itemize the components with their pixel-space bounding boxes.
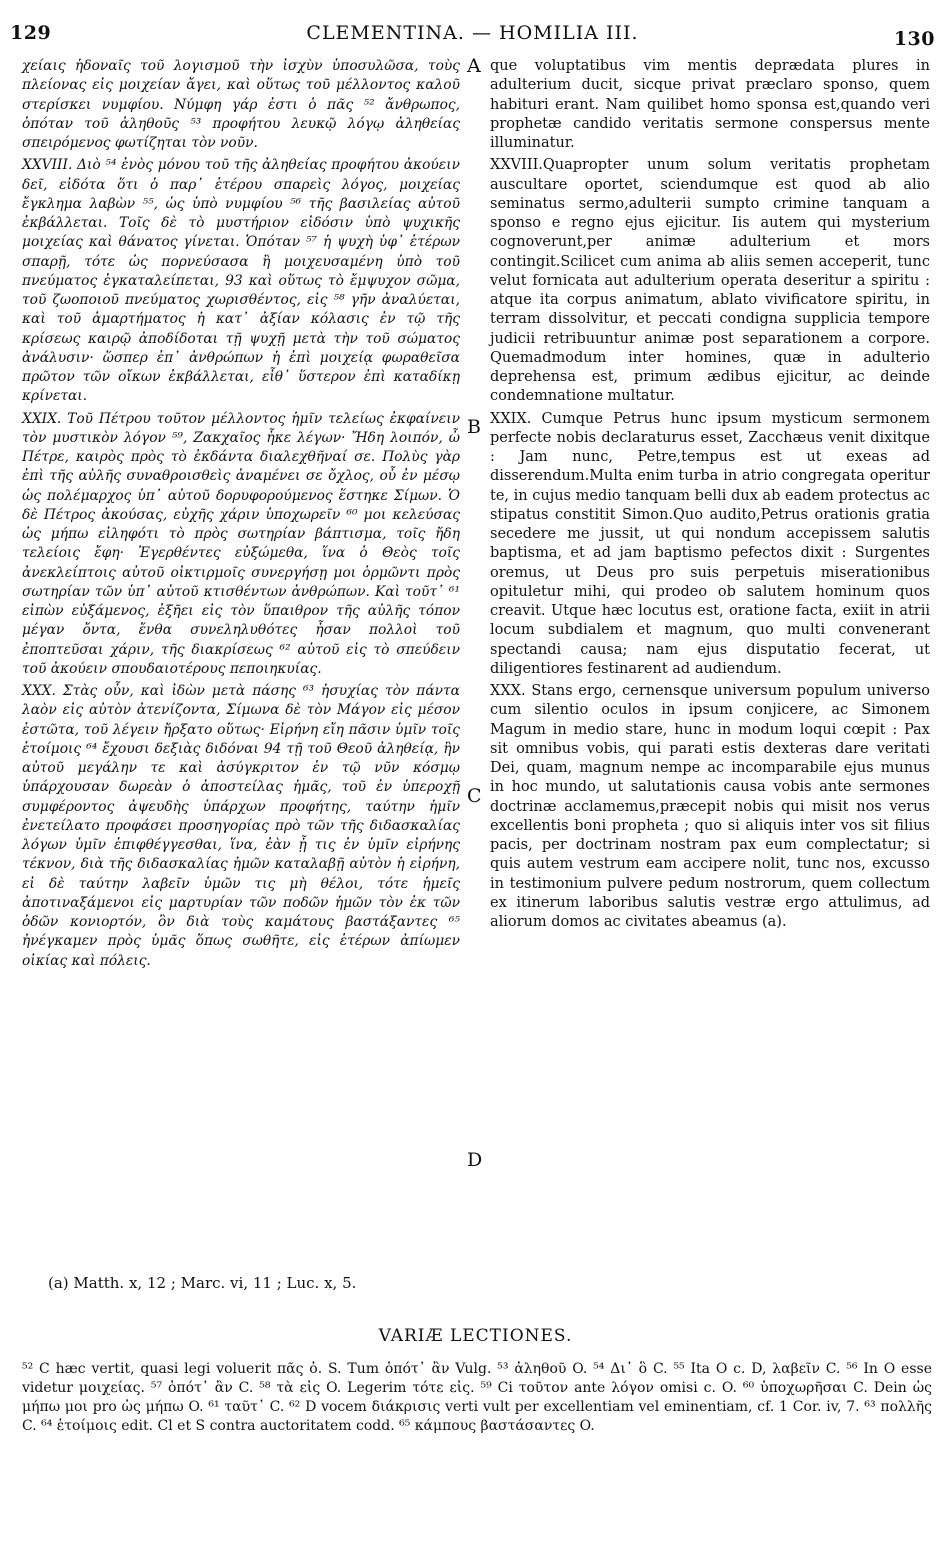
greek-paragraph: XXIX. Τοῦ Πέτρου τοῦτον μέλλοντος ἡμῖν τελείως ἐκφαίνειν τὸν μυστικὸν λόγον ⁵⁹, Ζακχαῖος ἧκε λέγων· Ἤδη λοιπόν, ὦ Πέτρε, καιρὸς πρὸς τὸ ἐκδάντα διαλεχθῆναί σε. Πολὺς γὰρ ἐπὶ τῆς αὐλῆς συναθροισθεὶς ἀναμένει σε ὄχλος, οὗ ἐν μέσῳ ὡς πολέμαρχος ὑπ᾽ αὐτοῦ δορυφορούμενος ἕστηκε Σίμων. Ὁ δὲ Πέτρος ἀκούσας, εὐχῆς χάριν ὑποχωρεῖν ⁶⁰ μοι κελεύσας ὡς μήπω εἰληφότι τὸ πρὸς σωτηρίαν βάπτισμα, τοῖς ἤδη τελείοις ἔφη· Ἐγερθέντες εὐξώμεθα, ἵνα ὁ Θεὸς τοῖς ἀνεκλείπτοις αὐτοῦ οἰκτιρμοῖς συνεργήσῃ μοι ὁρμῶντι πρὸς σωτηρίαν τῶν ὑπ᾽ αὐτοῦ κτισθέντων ἀνθρώπων. Καὶ τοῦτ᾽ ⁶¹ εἰπὼν εὐξάμενος, ἐξῆει εἰς τὸν ὕπαιθρον τῆς αὐλῆς τόπον μέγαν ὄντα, ἔνθα συνεληλυθότες ἦσαν πολλοὶ τοῦ ἐποπτεῦσαι χάριν, τῆς διακρίσεως ⁶² αὐτοῦ εἰς τὸ σπεύδειν τοῦ ἀκούειν σπουδαιοτέρους πεποιηκυίας. <box>22 410 460 677</box>
latin-column <box>490 57 930 932</box>
margin-letter-d: D <box>467 1149 483 1171</box>
latin-paragraph: XXX. Stans ergo, cernensque universum populum universo cum silentio oculos in ipsum conjicere, ac Simonem Magum in medio stare, hunc in modum loqui cœpit : Pax sit omnibus vobis, qui parati estis dexteras dare veritati Dei, quam, magnum nempe ac incomparabile ejus munus in hoc mundo, ut salutationis causa vobis ante sermones doctrinæ acclamemus,præcepit nobis qui misit nos verus excellentis boni propheta ; quo si aliquis inter vos sit filius pacis, per doctrinam nostram pax eum complectatur; si quis autem vestrum eam accipere nolit, tunc nos, excusso in testimonium pulvere pedum nostrorum, quem collectum ex itinerum laboribus salutis vestræ ergo attulimus, ad aliorum domos ac civitates abeamus (a). <box>490 683 930 930</box>
greek-paragraph: XXX. Στὰς οὖν, καὶ ἰδὼν μετὰ πάσης ⁶³ ἡσυχίας τὸν πάντα λαὸν εἰς αὐτὸν ἀτενίζοντα, Σίμωνα δὲ τὸν Μάγον εἰς μέσον ἑστῶτα, τοῦ λέγειν ἤρξατο οὕτως· Εἰρήνη εἴη πᾶσιν ὑμῖν τοῖς ἑτοίμοις ⁶⁴ ἔχουσι δεξιὰς διδόναι 94 τῇ τοῦ Θεοῦ ἀληθείᾳ, ἣν αὐτοῦ μεγάλην τε καὶ ἀσύγκριτον ἐν τῷ νῦν κόσμῳ ὑπάρχουσαν δωρεὰν ὁ ἀποστείλας ἡμᾶς, τοῦ ἐν ὑπεροχῇ συμφέροντος ἀψευδὴς ὑπάρχων προφήτης, ταύτην ἡμῖν ἐνετείλατο προφάσει προσηγορίας πρὸ τῶν τῆς διδασκαλίας λόγων ὑμῖν ἐπιφθέγγεσθαι, ἵνα, ἐὰν ᾖ τις ἐν ὑμῖν εἰρήνης τέκνον, διὰ τῆς διδασκαλίας ἡμῶν καταλαβῇ αὐτὸν ἡ εἰρήνη, εἰ δὲ ταύτην λαβεῖν ὑμῶν τις μὴ θέλοι, τότε ἡμεῖς ἀποτιναξάμενοι εἰς μαρτυρίαν τῶν ποδῶν ἡμῶν τὸν ἐκ τῶν ὁδῶν κονιορτόν, ὃν διὰ τοὺς καμάτους βαστάξαντες ⁶⁵ ἠνέγκαμεν πρὸς ὑμᾶς ὅπως σωθῆτε, εἰς ἑτέρων ἀπίωμεν οἰκίας καὶ πόλεις. <box>22 683 460 969</box>
latin-paragraph: que voluptatibus vim mentis deprædata plures in adulterium ducit, sicque privat præclaro sponso, quem habituri erant. Nam quilibet homo sponsa est,quando veri prophetæ candido veritatis sermone conspersus mente illuminatur. <box>490 58 930 151</box>
variae-lectiones-body: ⁵² C hæc vertit, quasi legi voluerit πᾶς ὁ. S. Tum ὁπότ᾽ ἂν Vulg. ⁵³ ἀληθοῦ O. ⁵⁴ Δι᾽ ὃ C. ⁵⁵ Ita O c. D, λαβεῖν C. ⁵⁶ In O esse videtur μοιχείας. ⁵⁷ ὁπότ᾽ ἂν C. ⁵⁸ τὰ εἰς O. Legerim τότε εἰς. ⁵⁹ Ci τοῦτον ante λόγον omisi c. O. ⁶⁰ ὑποχωρῆσαι C. Dein ὡς μήπω μοι pro ὡς μήπω O. ⁶¹ ταῦτ᾽ C. ⁶² D vocem διάκρισις verti vult per excellentiam vel eminentiam, cf. 1 Cor. iv, 7. ⁶³ πολλῆς C. ⁶⁴ ἑτοίμοις edit. Cl et S contra auctoritatem codd. ⁶⁵ κάμπους βαστάσαντες O. <box>22 1361 932 1434</box>
greek-paragraph: χείαις ἡδοναῖς τοῦ λογισμοῦ τὴν ἰσχὺν ὑποσυλῶσα, τοὺς πλείονας εἰς μοιχείαν ἄγει, καὶ οὕτως τοῦ μέλλοντος καλοῦ στερίσκει νυμφίου. Νύμφη γάρ ἐστι ὁ πᾶς ⁵² ἄνθρωπος, ὁπόταν τοῦ ἀληθοῦς ⁵³ προφήτου λευκῷ λόγῳ ἀληθείας σπειρόμενος φωτίζηται τὸν νοῦν. <box>22 58 460 151</box>
latin-paragraph: XXIX. Cumque Petrus hunc ipsum mysticum sermonem perfecte nobis declaraturus esset, Zacchæus venit dixitque : Jam nunc, Petre,tempus est ut exeas ad disserendum.Multa enim turba in atrio congregata operitur te, in cujus medio tanquam belli dux ab eadem protectus ac stipatus constitit Simon.Quo audito,Petrus orationis gratia secedere me jussit, ut qui nondum accepissem salutis baptisma, et ad jam baptismo pefectos dixit : Surgentes oremus, ut Deus pro suis perpetuis miserationibus opituletur mihi, qui prodeo ob salutem hominum quos creavit. Utque hæc locutus est, oratione facta, exiit in atrii locum subdialem et magnum, quo multi convenerant spectandi causa; nam ejus disputatio fecerat, ut diligentiores festinarent ad audiendum. <box>490 410 930 677</box>
footnote: (a) Matth. x, 12 ; Marc. vi, 11 ; Luc. x, 5. <box>48 1274 357 1292</box>
page-number-left: 129 <box>10 22 52 44</box>
margin-letter-a: A <box>467 55 481 77</box>
page-number-right: 130 <box>893 28 935 50</box>
margin-letter-b: B <box>467 416 481 438</box>
greek-column <box>22 57 460 971</box>
margin-letter-c: C <box>467 785 482 807</box>
running-title: CLEMENTINA. — HOMILIA III. <box>306 22 639 44</box>
greek-paragraph: XXVIII. Διὸ ⁵⁴ ἑνὸς μόνου τοῦ τῆς ἀληθείας προφήτου ἀκούειν δεῖ, εἰδότα ὅτι ὁ παρ᾽ ἑτέρου σπαρεὶς λόγος, μοιχείας ἔγκλημα λαβὼν ⁵⁵, ὡς ὑπὸ νυμφίου ⁵⁶ τῆς βασιλείας αὐτοῦ ἐκβάλλεται. Τοῖς δὲ τὸ μυστήριον εἰδόσιν ὑπὸ ψυχικῆς μοιχείας καὶ θάνατος γίνεται. Ὁπόταν ⁵⁷ ἡ ψυχὴ ὑφ᾽ ἑτέρων σπαρῇ, τότε ὡς πορνεύσασα ἢ μοιχευσαμένη ὑπὸ τοῦ πνεύματος ἐγκαταλείπεται, 93 καὶ οὕτως τὸ ἔμψυχον σῶμα, τοῦ ζωοποιοῦ πνεύματος χωρισθέντος, εἰς ⁵⁸ γῆν ἀναλύεται, καὶ τοῦ ἁμαρτήματος ἡ κατ᾽ ἀξίαν κόλασις ἐν τῷ τῆς κρίσεως καιρῷ ἀποδίδοται τῇ ψυχῇ μετὰ τὴν τοῦ σώματος ἀνάλυσιν· ὥσπερ ἐπ᾽ ἀνθρώπων ἡ ἐπὶ μοιχείᾳ φωραθεῖσα πρῶτον τῶν οἴκων ἐκβάλλεται, εἶθ᾽ ὕστερον ἐπὶ καταδίκῃ κρίνεται. <box>22 157 460 405</box>
latin-paragraph: XXVIII.Quapropter unum solum veritatis prophetam auscultare oportet, sciendumque est quod ab alio seminatus sermo,adulterii sumpto crimine tanquam a sponso e regno ejus ejicitur. Iis autem qui mysterium cognoverunt,per animæ adulterium et mors contingit.Scilicet cum anima ab aliis semen acceperit, tunc velut fornicata aut adulterium operata deseritur a spiritu : atque ita corpus animatum, ablato vivificatore spiritu, in terram dissolvitur, et peccati condigna supplicia tempore judicii retribuuntur animæ post separationem a corpore. Quemadmodum inter homines, quæ in adulterio deprehensa est, primum ædibus ejicitur, ac deinde condemnatione multatur. <box>490 157 930 405</box>
variae-lectiones-title: VARIÆ LECTIONES. <box>378 1326 573 1346</box>
page-header <box>10 22 935 52</box>
